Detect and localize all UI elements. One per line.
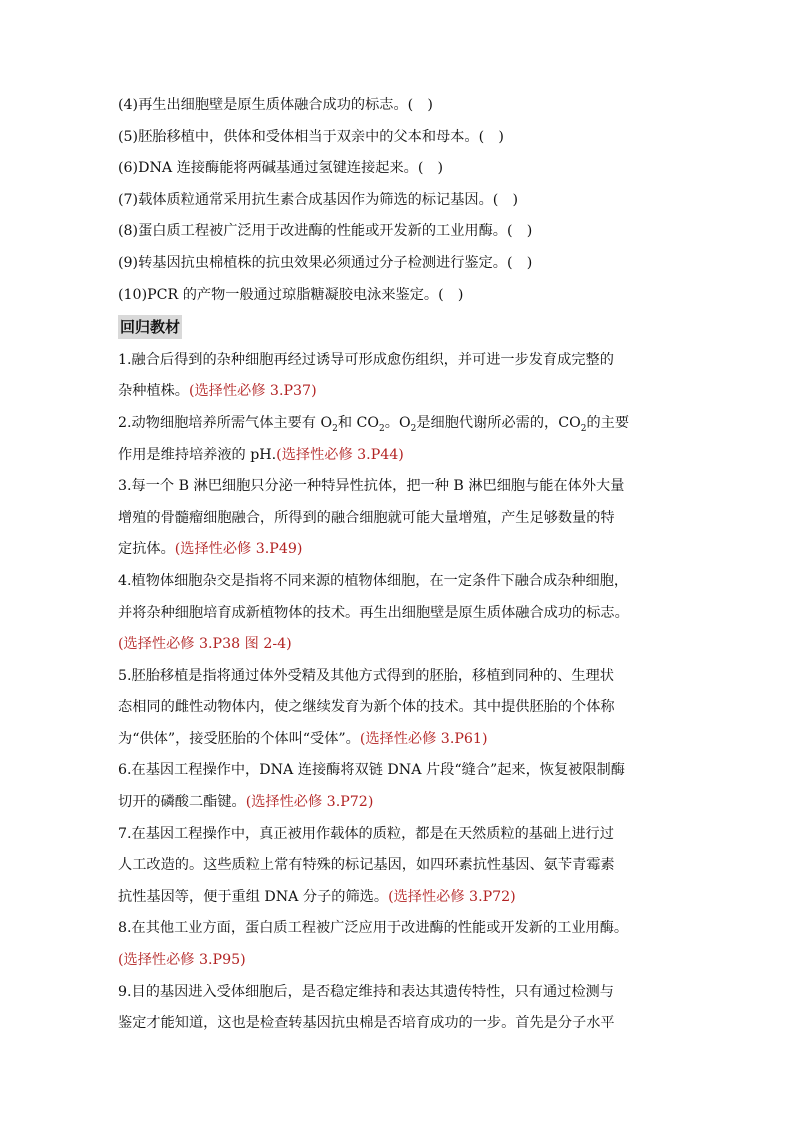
item-7-line-3-text: 抗性基因等，便于重组 DNA 分子的筛选。 <box>118 888 389 905</box>
item-3-line-3 <box>118 534 678 566</box>
item-5-line-2: 态相同的雌性动物体内，使之继续发育为新个体的技术。其中提供胚胎的个体称 <box>118 699 615 716</box>
item-3-line-2: 增殖的骨髓瘤细胞融合，所得到的融合细胞就可能大量增殖，产生足够数量的特 <box>118 509 615 526</box>
item-1-line-2 <box>118 376 678 408</box>
item-2-sub-2: 2 <box>379 423 385 434</box>
item-6-line-1: 6.在基因工程操作中，DNA 连接酶将双链 DNA 片段“缝合”起来，恢复被限制酶 <box>118 762 625 779</box>
item-2-sub-3: 2 <box>410 423 417 434</box>
item-2-source: (选择性必修 3.P44) <box>276 446 404 463</box>
item-2-text-a: 2.动物细胞培养所需气体主要有 O <box>118 414 333 431</box>
item-5-source: (选择性必修 3.P61) <box>359 730 488 747</box>
question-5: (5)胚胎移植中，供体和受体相当于双亲中的父本和母本。( ) <box>118 128 504 145</box>
item-1-line-1: 1.融合后得到的杂种细胞再经过诱导可形成愈伤组织，并可进一步发育成完整的 <box>118 351 614 368</box>
question-8: (8)蛋白质工程被广泛用于改进酶的性能或开发新的工业用酶。( ) <box>118 223 533 240</box>
item-3-line-3-text: 定抗体。 <box>118 541 175 558</box>
item-4-line-3 <box>118 629 678 661</box>
item-5-line-3-text: 为“供体”，接受胚胎的个体叫“受体”。 <box>118 730 360 747</box>
item-3-line-1: 3.每一个 B 淋巴细胞只分泌一种特异性抗体，把一种 B 淋巴细胞与能在体外大量 <box>118 478 625 495</box>
question-7: (7)载体质粒通常采用抗生素合成基因作为筛选的标记基因。( ) <box>118 191 519 208</box>
item-8-line-1: 8.在其他工业方面，蛋白质工程被广泛应用于改进酶的性能或开发新的工业用酶。 <box>118 920 629 937</box>
item-2-sub-4: 2 <box>580 423 587 434</box>
item-7-source: (选择性必修 3.P72) <box>388 888 516 905</box>
question-10: (10)PCR 的产物一般通过琼脂糖凝胶电泳来鉴定。( ) <box>118 286 464 303</box>
item-9-line-1: 9.目的基因进入受体细胞后，是否稳定维持和表达其遗传特性，只有通过检测与 <box>118 983 614 1000</box>
item-8-line-2 <box>118 945 678 977</box>
textbook-item-6 <box>118 755 678 818</box>
item-4-line-2: 并将杂种细胞培育成新植物体的技术。再生出细胞壁是原生质体融合成功的标志。 <box>118 604 629 621</box>
item-5-line-3 <box>118 724 678 756</box>
item-2-sub-1: 2 <box>332 423 338 434</box>
item-2-text-b: 和 CO <box>337 414 380 431</box>
section-header-wrap <box>118 311 678 345</box>
textbook-item-8 <box>118 913 678 976</box>
item-2-text-c: 。O <box>384 414 411 431</box>
item-6-source: (选择性必修 3.P72) <box>245 794 374 811</box>
textbook-item-9 <box>118 977 678 1040</box>
item-3-source: (选择性必修 3.P49) <box>174 541 303 558</box>
textbook-item-2 <box>118 408 678 471</box>
textbook-item-1 <box>118 345 678 408</box>
item-6-line-2 <box>118 787 678 819</box>
item-4-line-1: 4.植物体细胞杂交是指将不同来源的植物体细胞，在一定条件下融合成杂种细胞， <box>118 572 629 589</box>
item-7-line-1: 7.在基因工程操作中，真正被用作载体的质粒，都是在天然质粒的基础上进行过 <box>118 825 614 842</box>
question-6: (6)DNA 连接酶能将两碱基通过氢键连接起来。( ) <box>118 160 444 177</box>
item-2-line-1 <box>118 408 678 440</box>
textbook-item-5 <box>118 661 678 756</box>
item-6-line-2-text: 切开的磷酸二酯键。 <box>118 794 246 811</box>
item-2-line-2-text: 作用是维持培养液的 pH. <box>118 446 277 463</box>
item-7-line-3 <box>118 882 678 914</box>
item-2-line-2 <box>118 440 678 472</box>
textbook-item-3 <box>118 471 678 566</box>
item-8-source: (选择性必修 3.P95) <box>118 952 246 969</box>
question-4: (4)再生出细胞壁是原生质体融合成功的标志。( ) <box>118 97 433 113</box>
item-4-source: (选择性必修 3.P38 图 2-4) <box>118 636 292 653</box>
item-9-line-2: 鉴定才能知道，这也是检查转基因抗虫棉是否培育成功的一步。首先是分子水平 <box>118 1015 615 1032</box>
document-page <box>118 90 678 1040</box>
item-2-text-e: 的主要 <box>586 414 630 431</box>
section-title: 回归教材 <box>118 315 182 339</box>
item-1-line-2-text: 杂种植株。 <box>118 383 189 400</box>
question-9: (9)转基因抗虫棉植株的抗虫效果必须通过分子检测进行鉴定。( ) <box>118 254 533 271</box>
textbook-item-7 <box>118 819 678 914</box>
item-1-source: (选择性必修 3.P37) <box>188 383 317 400</box>
item-7-line-2: 人工改造的。这些质粒上常有特殊的标记基因，如四环素抗性基因、氨苄青霉素 <box>118 857 615 874</box>
item-5-line-1: 5.胚胎移植是指将通过体外受精及其他方式得到的胚胎，移植到同种的、生理状 <box>118 667 614 684</box>
item-2-text-d: 是细胞代谢所必需的，CO <box>416 414 581 431</box>
textbook-item-4 <box>118 566 678 661</box>
